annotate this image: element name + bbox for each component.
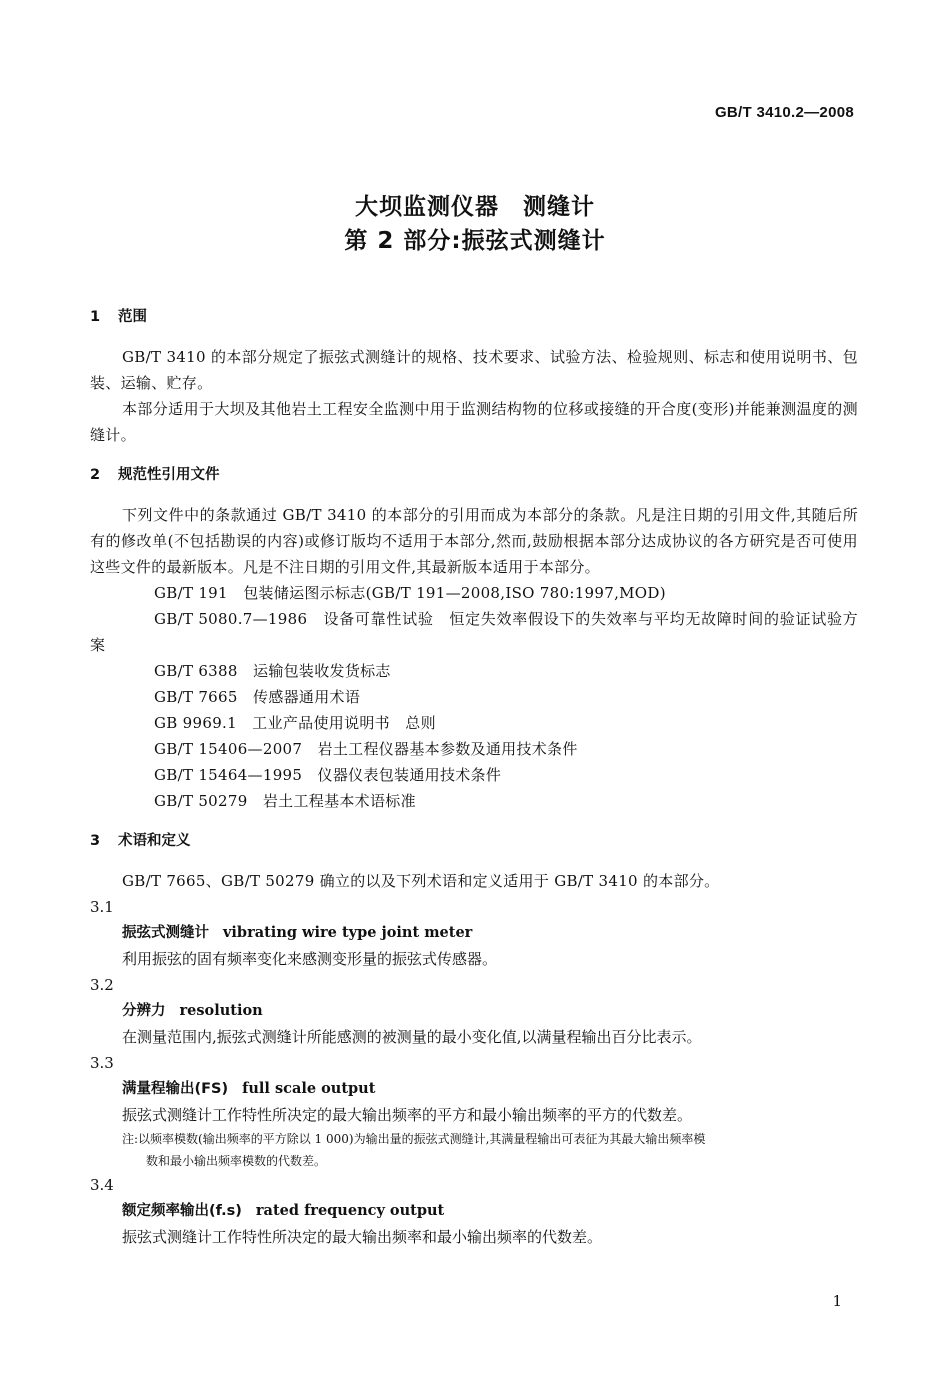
reference-title: 设备可靠性试验 恒定失效率假设下的失效率与平均无故障时间的验证试验方案 — [90, 610, 858, 654]
term-name-en: full scale output — [242, 1080, 376, 1097]
term-number: 3.1 — [90, 898, 114, 916]
reference-title: 传感器通用术语 — [253, 688, 361, 706]
term-entry — [90, 972, 858, 1050]
standard-number: GB/T 3410.2—2008 — [714, 104, 854, 121]
document-title — [0, 190, 950, 258]
term-number: 3.2 — [90, 976, 114, 994]
paragraph: 下列文件中的条款通过 GB/T 3410 的本部分的引用而成为本部分的条款。凡是注日期的引用文件,其随后所有的修改单(不包括勘误的内容)或修订版均不适用于本部分,然而,鼓励根据本部分达成协议的各方研究是否可使用这些文件的最新版本。凡是不注日期的引用文件,其最新版本适用于本部分。 — [90, 506, 858, 576]
term-name — [90, 1198, 858, 1224]
reference-item — [90, 606, 858, 658]
document-body — [90, 304, 858, 1250]
term-name-cn: 满量程输出(FS) — [122, 1081, 229, 1097]
term-note — [90, 1128, 858, 1172]
reference-code: GB/T 5080.7—1986 — [154, 610, 308, 628]
term-entry — [90, 894, 858, 972]
reference-title: 仪器仪表包装通用技术条件 — [317, 766, 502, 784]
term-name — [90, 998, 858, 1024]
term-name — [90, 1076, 858, 1102]
term-entry — [90, 1172, 858, 1250]
term-definition: 利用振弦的固有频率变化来感测变形量的振弦式传感器。 — [122, 950, 498, 968]
reference-title: 岩土工程仪器基本参数及通用技术条件 — [317, 740, 578, 758]
term-definition: 振弦式测缝计工作特性所决定的最大输出频率的平方和最小输出频率的平方的代数差。 — [122, 1106, 693, 1124]
reference-code: GB/T 7665 — [154, 688, 238, 706]
paragraph: 本部分适用于大坝及其他岩土工程安全监测中用于监测结构物的位移或接缝的开合度(变形)并能兼测温度的测缝计。 — [90, 400, 858, 444]
section-heading-scope — [90, 304, 858, 330]
page-number: 1 — [832, 1292, 842, 1310]
paragraph: GB/T 3410 的本部分规定了振弦式测缝计的规格、技术要求、试验方法、检验规则、标志和使用说明书、包装、运输、贮存。 — [90, 348, 858, 392]
reference-code: GB/T 15406—2007 — [154, 740, 303, 758]
reference-item — [90, 658, 858, 684]
term-name-cn: 分辨力 — [122, 1003, 166, 1019]
note-line-2: 数和最小输出频率模数的代数差。 — [146, 1154, 327, 1168]
title-line-2: 第 2 部分:振弦式测缝计 — [344, 228, 606, 254]
reference-title: 运输包装收发货标志 — [253, 662, 391, 680]
reference-title: 工业产品使用说明书 总则 — [252, 714, 436, 732]
section-title: 规范性引用文件 — [118, 467, 220, 483]
reference-title: 岩土工程基本术语标准 — [262, 792, 416, 810]
section-heading-normative-references — [90, 462, 858, 488]
note-line-1: 注:以频率模数(输出频率的平方除以 1 000)为输出量的振弦式测缝计,其满量程输出可表征为其最大输出频率模 — [122, 1132, 706, 1146]
reference-code: GB/T 15464—1995 — [154, 766, 303, 784]
term-name-cn: 振弦式测缝计 — [122, 925, 209, 941]
term-definition: 振弦式测缝计工作特性所决定的最大输出频率和最小输出频率的代数差。 — [122, 1228, 603, 1246]
section-title: 术语和定义 — [118, 833, 191, 849]
reference-title: 包装储运图示标志(GB/T 191—2008,ISO 780:1997,MOD) — [243, 584, 666, 602]
term-number: 3.3 — [90, 1054, 114, 1072]
reference-item — [90, 762, 858, 788]
title-line-1: 大坝监测仪器 测缝计 — [355, 194, 595, 220]
reference-item — [90, 684, 858, 710]
term-name-en: rated frequency output — [255, 1202, 445, 1219]
paragraph: GB/T 7665、GB/T 50279 确立的以及下列术语和定义适用于 GB/T 3410 的本部分。 — [122, 872, 720, 890]
section-number: 2 — [90, 467, 101, 483]
reference-code: GB/T 191 — [154, 584, 228, 602]
section-title: 范围 — [118, 309, 147, 325]
term-name-cn: 额定频率输出(f.s) — [122, 1203, 242, 1219]
term-number: 3.4 — [90, 1176, 114, 1194]
section-number: 3 — [90, 833, 101, 849]
reference-code: GB/T 50279 — [154, 792, 248, 810]
reference-item — [90, 736, 858, 762]
term-entry — [90, 1050, 858, 1172]
term-definition: 在测量范围内,振弦式测缝计所能感测的被测量的最小变化值,以满量程输出百分比表示。 — [122, 1028, 702, 1046]
term-name-en: resolution — [179, 1002, 263, 1019]
term-name-en: vibrating wire type joint meter — [223, 924, 473, 941]
reference-item — [90, 788, 858, 814]
section-number: 1 — [90, 309, 101, 325]
section-heading-terms-definitions — [90, 828, 858, 854]
reference-code: GB/T 6388 — [154, 662, 238, 680]
reference-code: GB 9969.1 — [154, 714, 237, 732]
term-name — [90, 920, 858, 946]
reference-list — [90, 580, 858, 814]
reference-item — [90, 710, 858, 736]
reference-item — [90, 580, 858, 606]
